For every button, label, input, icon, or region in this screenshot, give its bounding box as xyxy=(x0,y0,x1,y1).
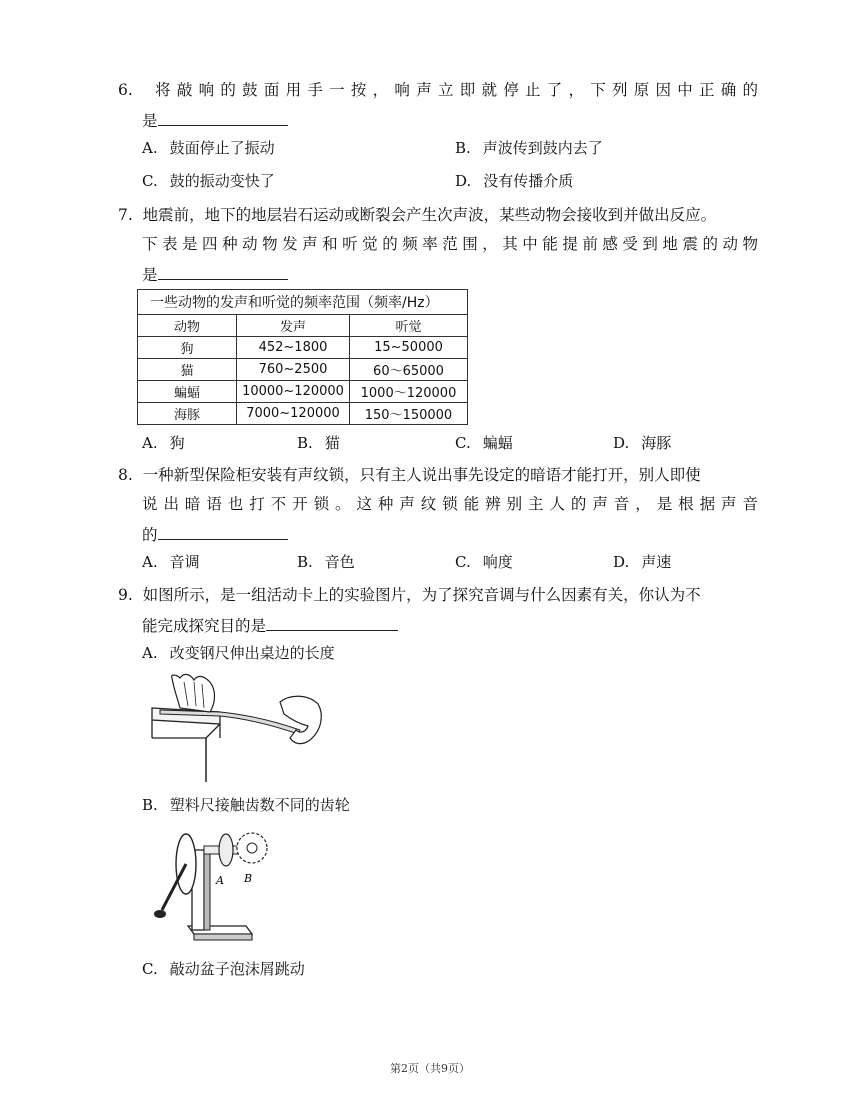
option-text: 狗 xyxy=(169,434,185,452)
crank-handle xyxy=(154,910,166,918)
q6-option-a[interactable] xyxy=(142,138,275,158)
header-hearing: 听觉 xyxy=(350,315,468,337)
table-caption: 一些动物的发声和听觉的频率范围（频率/Hz） xyxy=(138,290,468,315)
cell-hearing: 1000～120000 xyxy=(350,381,468,403)
cell-vocal: 10000~120000 xyxy=(237,381,350,403)
option-text: 响度 xyxy=(482,553,513,571)
q6-stem-line1 xyxy=(118,80,758,100)
q7-option-c[interactable] xyxy=(455,433,513,453)
q7-stem-line2 xyxy=(142,234,758,254)
q8-stem-text: 一种新型保险柜安装有声纹锁，只有主人说出事先设定的暗语才能打开，别人即使 xyxy=(142,466,701,484)
gear-a xyxy=(219,834,233,866)
q8-stem-text2: 说出暗语也打不开锁。这种声纹锁能辨别主人的声音，是根据声音 xyxy=(142,495,758,513)
table-row xyxy=(138,337,468,359)
option-text: 塑料尺接触齿数不同的齿轮 xyxy=(169,796,350,814)
option-text: 改变钢尺伸出桌边的长度 xyxy=(169,644,335,662)
option-text: 鼓的振动变快了 xyxy=(169,172,275,190)
q6-number: 6. xyxy=(118,81,133,99)
q8-stem-line1 xyxy=(118,465,701,485)
option-letter: A. xyxy=(142,139,158,157)
table-row xyxy=(138,359,468,381)
option-text: 鼓面停止了振动 xyxy=(169,139,275,157)
option-letter: D. xyxy=(613,553,630,571)
q8-option-c[interactable] xyxy=(455,552,513,572)
frequency-table xyxy=(137,289,468,425)
q8-stem-line3 xyxy=(142,523,288,545)
q7-stem-line3 xyxy=(142,263,288,285)
q9-stem-line1 xyxy=(118,585,701,605)
q6-stem-text: 将敲响的鼓面用手一按，响声立即就停止了，下列原因中正确的 xyxy=(155,81,758,99)
q7-stem-text: 地震前，地下的地层岩石运动或断裂会产生次声波，某些动物会接收到并做出反应。 xyxy=(142,206,717,224)
q6-answer-blank[interactable] xyxy=(158,109,288,126)
q7-option-d[interactable] xyxy=(613,433,671,453)
option-letter: D. xyxy=(455,172,472,190)
option-letter: A. xyxy=(142,644,158,662)
device-upright-side xyxy=(204,850,210,930)
q9-answer-blank[interactable] xyxy=(266,614,398,631)
q9-stem-text: 如图所示，是一组活动卡上的实验图片，为了探究音调与什么因素有关，你认为不 xyxy=(142,586,701,604)
option-letter: C. xyxy=(455,553,471,571)
q7-stem-line1 xyxy=(118,205,716,225)
table-header-row xyxy=(138,315,468,337)
option-letter: B. xyxy=(297,553,313,571)
q9-number: 9. xyxy=(118,586,133,604)
option-letter: A. xyxy=(142,434,158,452)
cell-animal: 蝙蝠 xyxy=(138,381,237,403)
option-letter: B. xyxy=(455,139,471,157)
q8-option-a[interactable] xyxy=(142,552,200,572)
table-row xyxy=(138,403,468,425)
option-letter: B. xyxy=(297,434,313,452)
q7-option-b[interactable] xyxy=(297,433,340,453)
table-corner xyxy=(206,724,220,738)
page-footer: 第2页（共9页） xyxy=(390,1062,470,1075)
cell-vocal: 760~2500 xyxy=(237,359,350,381)
q6-stem-line2 xyxy=(142,109,288,131)
q8-stem-tail: 的 xyxy=(142,526,158,544)
q6-stem-tail: 是 xyxy=(142,112,158,130)
header-vocal: 发声 xyxy=(237,315,350,337)
cell-hearing: 15~50000 xyxy=(350,337,468,359)
cell-animal: 狗 xyxy=(138,337,237,359)
gear-a-label: A xyxy=(216,874,224,887)
cell-vocal: 7000~120000 xyxy=(237,403,350,425)
q6-option-b[interactable] xyxy=(455,138,603,158)
q8-option-b[interactable] xyxy=(297,552,355,572)
q7-stem-text2: 下表是四种动物发声和听觉的频率范围，其中能提前感受到地震的动物 xyxy=(142,235,758,253)
q7-answer-blank[interactable] xyxy=(158,263,288,280)
q8-number: 8. xyxy=(118,466,133,484)
q7-stem-tail: 是 xyxy=(142,266,158,284)
left-hand xyxy=(172,674,215,712)
gear-crank-figure xyxy=(148,826,274,948)
cell-hearing: 150～150000 xyxy=(350,403,468,425)
option-text: 敲动盆子泡沫屑跳动 xyxy=(169,960,305,978)
option-letter: D. xyxy=(613,434,630,452)
option-text: 音色 xyxy=(324,553,355,571)
cell-hearing: 60～65000 xyxy=(350,359,468,381)
q6-option-d[interactable] xyxy=(455,171,573,191)
q7-number: 7. xyxy=(118,206,133,224)
option-text: 海豚 xyxy=(641,434,672,452)
q9-stem-line2 xyxy=(142,614,398,636)
q8-stem-line2 xyxy=(142,494,758,514)
option-letter: A. xyxy=(142,553,158,571)
option-letter: C. xyxy=(142,960,158,978)
option-text: 音调 xyxy=(169,553,200,571)
option-letter: C. xyxy=(142,172,158,190)
option-text: 猫 xyxy=(324,434,340,452)
gear-b-label: B xyxy=(244,872,253,885)
q9-option-a[interactable] xyxy=(142,643,335,663)
q9-option-b[interactable] xyxy=(142,795,350,815)
q9-stem-tail: 能完成探究目的是 xyxy=(142,617,267,635)
option-text: 蝙蝠 xyxy=(482,434,513,452)
right-hand xyxy=(280,696,321,743)
q8-answer-blank[interactable] xyxy=(158,523,288,540)
q6-option-c[interactable] xyxy=(142,171,275,191)
device-base-front xyxy=(194,934,252,940)
steel-ruler-figure xyxy=(150,672,330,784)
q7-option-a[interactable] xyxy=(142,433,185,453)
header-animal: 动物 xyxy=(138,315,237,337)
option-text: 声速 xyxy=(641,553,672,571)
q9-option-c[interactable] xyxy=(142,959,305,979)
option-letter: C. xyxy=(455,434,471,452)
cell-animal: 海豚 xyxy=(138,403,237,425)
cell-animal: 猫 xyxy=(138,359,237,381)
gear-b-hub xyxy=(247,843,257,853)
option-text: 没有传播介质 xyxy=(483,172,574,190)
q8-option-d[interactable] xyxy=(613,552,671,572)
table-row xyxy=(138,381,468,403)
option-letter: B. xyxy=(142,796,158,814)
cell-vocal: 452~1800 xyxy=(237,337,350,359)
option-text: 声波传到鼓内去了 xyxy=(482,139,603,157)
